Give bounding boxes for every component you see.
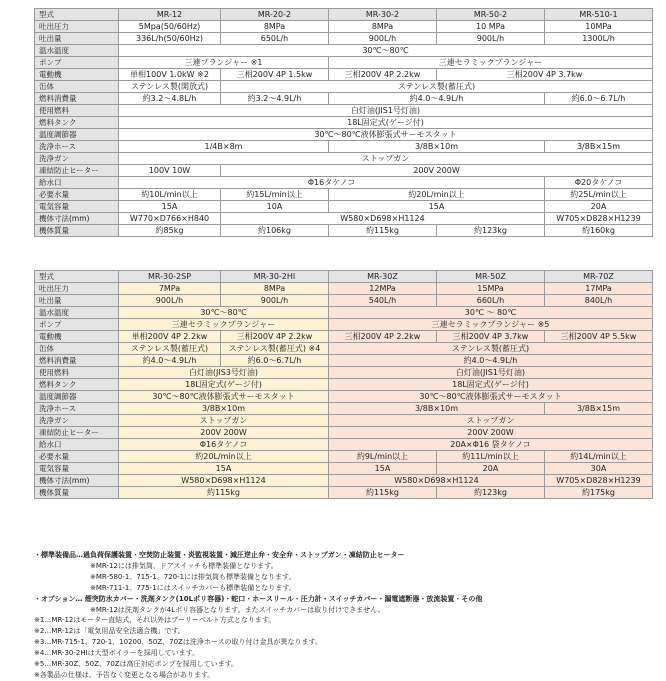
table-row xyxy=(35,367,653,379)
table-cell: 30℃～80℃液体膨張式サーモスタット xyxy=(119,391,329,403)
table-cell: 約6.0～6.7L/h xyxy=(545,93,653,105)
table-row xyxy=(35,439,653,451)
table-cell: 30℃～80℃液体膨張式サーモスタット xyxy=(119,129,653,141)
table-row xyxy=(35,201,653,213)
row-label: 給水口 xyxy=(35,439,119,451)
table-cell: 10A xyxy=(221,201,329,213)
table-cell: Φ20タケノコ xyxy=(545,177,653,189)
footnote: ※5…MR-30Z、50Z、70Zは高圧対応ポンプを採用しています。 xyxy=(34,660,239,669)
table-cell: 3/8B×10m xyxy=(329,141,545,153)
table-row xyxy=(35,21,653,33)
table-cell: 単相100V 1.0kW ※2 xyxy=(119,69,221,81)
row-label: 機体寸法(mm) xyxy=(35,475,119,487)
table-row xyxy=(35,129,653,141)
table-cell: ステンレス製(蓄圧式) xyxy=(329,343,653,355)
model-header: MR-30-2SP xyxy=(119,271,221,283)
table-row xyxy=(35,343,653,355)
table-cell: 約175kg xyxy=(545,487,653,499)
table-cell: 336L/h(50/60Hz) xyxy=(119,33,221,45)
table-cell: 15A xyxy=(329,201,545,213)
table-cell: 1/4B×8m xyxy=(119,141,329,153)
table-row xyxy=(35,165,653,177)
table-cell: Φ16タケノコ xyxy=(119,439,329,451)
model-header: MR-510-1 xyxy=(545,9,653,21)
table-cell: 3/8B×10m xyxy=(119,403,329,415)
row-label: 洗浄ガン xyxy=(35,415,119,427)
table-cell: 30℃ ～ 80℃ xyxy=(329,307,653,319)
row-label: 電動機 xyxy=(35,331,119,343)
model-header: MR-30-2HI xyxy=(221,271,329,283)
row-label: 型式 xyxy=(35,9,119,21)
model-header: MR-50-2 xyxy=(437,9,545,21)
table-cell: 三連セラミックプランジャー xyxy=(329,57,653,69)
row-label: 洗浄ホース xyxy=(35,141,119,153)
row-label: 機体寸法(mm) xyxy=(35,213,119,225)
footnote: ※3…MR-715-1、720-1、10200、50Z、70Zは洗浄ホースの取り付け金具が異なります。 xyxy=(34,638,322,647)
table-cell: 8MPa xyxy=(329,21,437,33)
footnote: ※4…MR-30-2HIは大型ボイラーを採用しています。 xyxy=(34,649,200,658)
table-cell: 10MPa xyxy=(545,21,653,33)
table-cell: 三相200V 4P 2.2kw xyxy=(329,69,437,81)
table-cell: 900L/h xyxy=(437,33,545,45)
row-label: 吐出量 xyxy=(35,33,119,45)
table-cell: 約14L/min以上 xyxy=(545,451,653,463)
row-label: 電気容量 xyxy=(35,201,119,213)
table-cell: 17MPa xyxy=(545,283,653,295)
table-row xyxy=(35,391,653,403)
table-cell: 650L/h xyxy=(221,33,329,45)
row-label: 缶体 xyxy=(35,343,119,355)
table-row xyxy=(35,45,653,57)
table-cell: 100V 10W xyxy=(119,165,221,177)
table-cell: W705×D828×H1239 xyxy=(545,475,653,487)
table-cell: 660L/h xyxy=(437,295,545,307)
table-cell: 30A xyxy=(545,463,653,475)
table-cell: 200V 200W xyxy=(221,165,653,177)
table-cell: 900L/h xyxy=(221,295,329,307)
table-cell: 約4.0～4.9L/h xyxy=(329,93,545,105)
table-row xyxy=(35,283,653,295)
table-cell: 約20L/min以上 xyxy=(329,189,545,201)
footnote: ※2…MR-12は「電気用品安全法適合機」です。 xyxy=(34,627,185,636)
table-cell: 15A xyxy=(119,201,221,213)
footnote: ※各製品の仕様は、予告なく変更となる場合があります。 xyxy=(34,670,215,679)
option-note: ・オプション… 煙突防水カバー・洗剤タンク(10Lポリ容器)・蛇口・ホースリール・圧力計・スイッチカバー・漏電遮断器・放流装置・その他 xyxy=(34,594,483,603)
table-cell: 三連プランジャー ※1 xyxy=(119,57,329,69)
row-label: 吐出圧力 xyxy=(35,21,119,33)
table-cell: 200V 200W xyxy=(119,427,329,439)
table-cell: 18L固定式(ゲージ付) xyxy=(119,379,329,391)
spec-table-2 xyxy=(34,270,653,499)
table-cell: 30℃～80℃ xyxy=(119,45,653,57)
table-cell: 840L/h xyxy=(545,295,653,307)
table-cell: 約123kg xyxy=(437,487,545,499)
spec-table-1 xyxy=(34,8,653,237)
model-header: MR-70Z xyxy=(545,271,653,283)
table-cell: ストップガン xyxy=(329,415,653,427)
table-row xyxy=(35,57,653,69)
table-cell: 約115kg xyxy=(329,225,437,237)
table-cell: 三連セラミックプランジャー xyxy=(119,319,329,331)
row-label: 機体質量 xyxy=(35,487,119,499)
table-cell: 20A×Φ16 袋タケノコ xyxy=(329,439,653,451)
table-cell: 三相200V 4P 3.7kw xyxy=(437,69,653,81)
table-cell: 約3.2～4.8L/h xyxy=(119,93,221,105)
table-row xyxy=(35,271,653,283)
row-label: 温水温度 xyxy=(35,307,119,319)
row-label: 温水温度 xyxy=(35,45,119,57)
table-cell: 12MPa xyxy=(329,283,437,295)
table-row xyxy=(35,153,653,165)
table-row xyxy=(35,331,653,343)
row-label: ポンプ xyxy=(35,57,119,69)
table-cell: 30℃～80℃ xyxy=(119,307,329,319)
row-label: 凍結防止ヒーター xyxy=(35,427,119,439)
table-cell: 約6.0～6.7L/h xyxy=(221,355,329,367)
table-cell: 白灯油(JIS1号灯油) xyxy=(119,105,653,117)
table-cell: ステンレス製(蓄圧式) ※4 xyxy=(221,343,329,355)
row-label: 温度調節器 xyxy=(35,391,119,403)
table-cell: ストップガン xyxy=(119,153,653,165)
row-label: 給水口 xyxy=(35,177,119,189)
note-line: ※MR-711-1、775-1にはスイッチカバーも標準装備となります。 xyxy=(90,583,296,592)
table-cell: 18L固定式(ゲージ付) xyxy=(119,117,653,129)
table-row xyxy=(35,379,653,391)
table-cell: 18L固定式(ゲージ付) xyxy=(329,379,653,391)
table-cell: W580×D698×H1124 xyxy=(221,213,545,225)
standard-equipment-note: ・標準装備品…過負荷保護装置・空焚防止装置・炎監視装置・減圧逆止弁・安全弁・ストップガン・凍結防止ヒーター xyxy=(34,551,405,559)
table-cell: 15MPa xyxy=(437,283,545,295)
table-cell: 約11L/min以上 xyxy=(437,451,545,463)
table-cell: 5Mpa(50/60Hz) xyxy=(119,21,221,33)
model-header: MR-30-2 xyxy=(329,9,437,21)
table-cell: ステンレス製(開放式) xyxy=(119,81,221,93)
table-row xyxy=(35,93,653,105)
table-row xyxy=(35,105,653,117)
table-cell: 約106kg xyxy=(221,225,329,237)
note-line: ※MR-12は洗剤タンクが4Lポリ容器となります。またスイッチカバーは取り付けできません。 xyxy=(90,605,385,614)
row-label: 型式 xyxy=(35,271,119,283)
row-label: 必要水量 xyxy=(35,189,119,201)
table-cell: 3/8B×15m xyxy=(545,403,653,415)
model-header: MR-50Z xyxy=(437,271,545,283)
table-cell: 約123kg xyxy=(437,225,545,237)
table-cell: 三相200V 4P 3.7kw xyxy=(437,331,545,343)
note-line: ※MR-12には排気筒、ドアスイッチも標準装備となります。 xyxy=(90,561,278,570)
row-label: 燃料消費量 xyxy=(35,93,119,105)
row-label: 洗浄ホース xyxy=(35,403,119,415)
table-cell: 20A xyxy=(545,201,653,213)
table-row xyxy=(35,307,653,319)
table-cell: 30℃～80℃液体膨張式サーモスタット xyxy=(329,391,653,403)
table-cell: W770×D766×H840 xyxy=(119,213,221,225)
table-cell: 三連セラミックプランジャー ※5 xyxy=(329,319,653,331)
table-cell: 白灯油(JIS3号灯油) xyxy=(119,367,329,379)
table-cell: 200V 200W xyxy=(329,427,653,439)
table-row xyxy=(35,355,653,367)
table-cell: W580×D698×H1124 xyxy=(329,475,545,487)
table-row xyxy=(35,177,653,189)
table-cell: 約9L/min以上 xyxy=(329,451,437,463)
table-row xyxy=(35,225,653,237)
table-cell: 10 MPa xyxy=(437,21,545,33)
table-cell: 900L/h xyxy=(329,33,437,45)
table-cell: 3/8B×10m xyxy=(329,403,545,415)
row-label: 吐出圧力 xyxy=(35,283,119,295)
table-cell: 三相200V 4P 2.2kw xyxy=(329,331,437,343)
table-row xyxy=(35,427,653,439)
table-row xyxy=(35,69,653,81)
row-label: 温度調節器 xyxy=(35,129,119,141)
row-label: 電気容量 xyxy=(35,463,119,475)
table-cell: 約4.0～4.9L/h xyxy=(329,355,653,367)
table-cell: 約20L/min以上 xyxy=(119,451,329,463)
table-row xyxy=(35,9,653,21)
table-row xyxy=(35,117,653,129)
table-row xyxy=(35,81,653,93)
table-row xyxy=(35,475,653,487)
table-row xyxy=(35,415,653,427)
table-cell: 15A xyxy=(119,463,329,475)
table-cell: 900L/h xyxy=(119,295,221,307)
row-label: 機体質量 xyxy=(35,225,119,237)
table-cell: 約25L/min以上 xyxy=(545,189,653,201)
row-label: 使用燃料 xyxy=(35,105,119,117)
table-cell: 約15L/min以上 xyxy=(221,189,329,201)
row-label: 燃料タンク xyxy=(35,379,119,391)
row-label: 缶体 xyxy=(35,81,119,93)
table-cell: ステンレス製(蓄圧式) xyxy=(119,343,221,355)
table-cell: W580×D698×H1124 xyxy=(119,475,329,487)
row-label: 吐出量 xyxy=(35,295,119,307)
table-cell: Φ16タケノコ xyxy=(119,177,545,189)
row-label: 凍結防止ヒーター xyxy=(35,165,119,177)
model-header: MR-30Z xyxy=(329,271,437,283)
table-cell: W705×D828×H1239 xyxy=(545,213,653,225)
note-line: ※MR-580-1、715-1、720-1には排気筒も標準装備となります。 xyxy=(90,572,296,581)
table-row xyxy=(35,189,653,201)
table-row xyxy=(35,141,653,153)
row-label: ポンプ xyxy=(35,319,119,331)
table-row xyxy=(35,463,653,475)
table-cell: 白灯油(JIS1号灯油) xyxy=(329,367,653,379)
table-cell: 約85kg xyxy=(119,225,221,237)
notes-section xyxy=(34,550,652,681)
model-header: MR-20-2 xyxy=(221,9,329,21)
table-cell: 約160kg xyxy=(545,225,653,237)
row-label: 燃料タンク xyxy=(35,117,119,129)
table-row xyxy=(35,213,653,225)
table-row xyxy=(35,403,653,415)
row-label: 燃料消費量 xyxy=(35,355,119,367)
table-row xyxy=(35,451,653,463)
row-label: 必要水量 xyxy=(35,451,119,463)
table-cell: 20A xyxy=(437,463,545,475)
table-cell: 8MPa xyxy=(221,283,329,295)
table-cell: 8MPa xyxy=(221,21,329,33)
table-cell: 約4.0～4.9L/h xyxy=(119,355,221,367)
table-cell: 約115kg xyxy=(119,487,329,499)
table-row xyxy=(35,33,653,45)
table-cell: 3/8B×15m xyxy=(545,141,653,153)
table-cell: ストップガン xyxy=(119,415,329,427)
table-cell: 約115kg xyxy=(329,487,437,499)
table-cell: 15A xyxy=(329,463,437,475)
row-label: 電動機 xyxy=(35,69,119,81)
footnote: ※1…MR-12はモーター直結式、それ以外はプーリーベルト方式となります。 xyxy=(34,616,276,625)
row-label: 使用燃料 xyxy=(35,367,119,379)
table-cell: 単相200V 4P 2.2kw xyxy=(119,331,221,343)
table-cell: ステンレス製(蓄圧式) xyxy=(221,81,653,93)
row-label: 洗浄ガン xyxy=(35,153,119,165)
table-row xyxy=(35,319,653,331)
table-cell: 三相200V 4P 1.5kw xyxy=(221,69,329,81)
table-cell: 540L/h xyxy=(329,295,437,307)
model-header: MR-12 xyxy=(119,9,221,21)
table-cell: 約10L/min以上 xyxy=(119,189,221,201)
table-row xyxy=(35,487,653,499)
table-cell: 三相200V 4P 2.2kw xyxy=(221,331,329,343)
table-cell: 約3.2～4.9L/h xyxy=(221,93,329,105)
table-cell: 1300L/h xyxy=(545,33,653,45)
table-cell: 7MPa xyxy=(119,283,221,295)
table-row xyxy=(35,295,653,307)
table-cell: 三相200V 4P 5.5kw xyxy=(545,331,653,343)
